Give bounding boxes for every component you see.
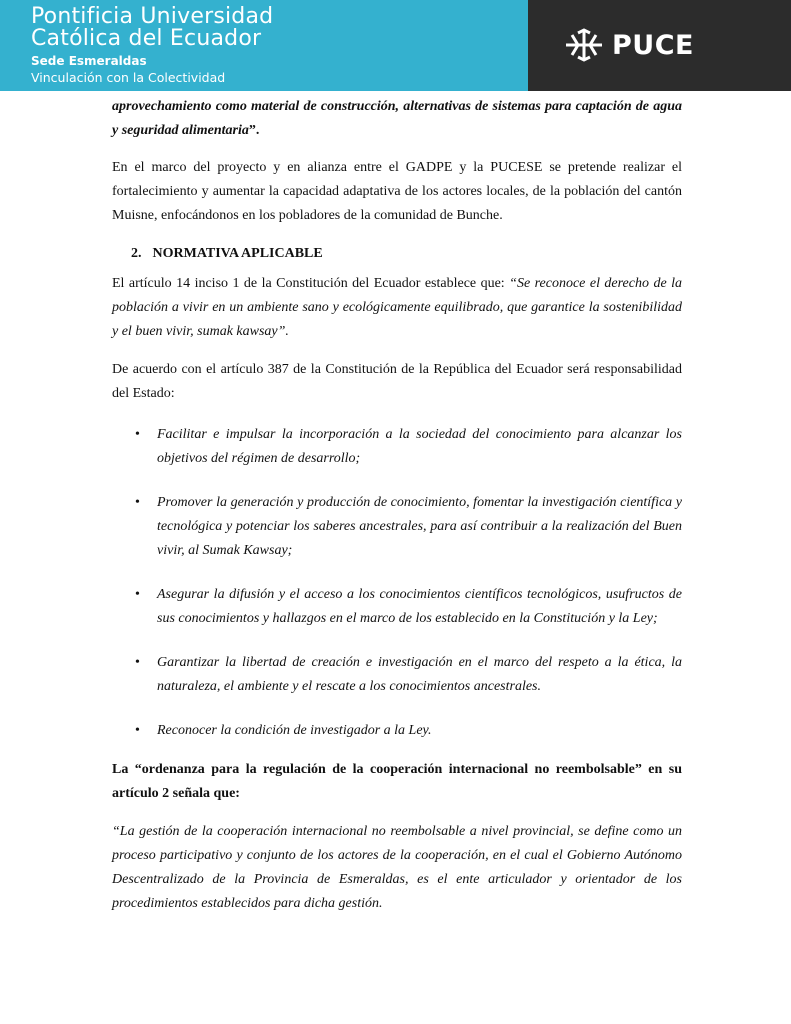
responsibilities-list bbox=[112, 423, 682, 743]
bullet-icon: • bbox=[135, 655, 140, 670]
continued-title-end: ”. bbox=[248, 123, 260, 138]
document-body bbox=[112, 95, 682, 930]
ordinance-quote: “La gestión de la cooperación internacional no reembolsable a nivel provincial, se define como un proceso participativo y conjunto de los actores de la cooperación, en el cual el Gobierno Autónomo Descentralizado de la Provincia de Esmeraldas, es el ente articulador y orientador de los procedimientos establecidos para dicha gestión. bbox=[112, 824, 682, 911]
list-item-text: Garantizar la libertad de creación e investigación en el marco del respeto a la ética, la naturaleza, el ambiente y el rescate a los conocimientos ancestrales. bbox=[157, 655, 682, 694]
article-14-quote: “Se reconoce el derecho de la población a vivir en un ambiente sano y ecológicamente equilibrado, que garantice la sostenibilidad y el buen vivir, sumak kawsay”. bbox=[112, 276, 683, 339]
university-name-line1: Pontificia Universidad bbox=[31, 4, 274, 29]
puce-emblem-icon bbox=[562, 28, 606, 62]
section-title: NORMATIVA APLICABLE bbox=[152, 246, 323, 261]
campus-name: Sede Esmeraldas bbox=[31, 54, 147, 68]
header-university-panel bbox=[0, 0, 528, 91]
list-item-text: Asegurar la difusión y el acceso a los conocimientos científicos tecnológicos, usufructos de sus conocimientos y hallazgos en el marco de los establecido en la Constitución y la Ley; bbox=[157, 587, 682, 626]
list-item bbox=[112, 423, 682, 471]
list-item-text: Reconocer la condición de investigador a la Ley. bbox=[157, 723, 432, 738]
paragraph-article-14 bbox=[112, 272, 682, 344]
list-item bbox=[112, 719, 682, 743]
list-item-text: Promover la generación y producción de conocimiento, fomentar la investigación científica y tecnológica y potenciar los saberes ancestrales, para así contribuir a la realización del Buen vivir, al Sumak Kawsay; bbox=[157, 495, 682, 558]
article-14-lead: El artículo 14 inciso 1 de la Constitución del Ecuador establece que: bbox=[112, 276, 510, 291]
section-heading bbox=[131, 242, 682, 266]
section-number: 2. bbox=[131, 246, 142, 261]
list-item bbox=[112, 583, 682, 631]
list-item bbox=[112, 651, 682, 699]
bullet-icon: • bbox=[135, 587, 140, 602]
ordinance-paragraph: La “ordenanza para la regulación de la cooperación internacional no reembolsable” en su artículo 2 señala que: bbox=[112, 762, 682, 801]
paragraph-project: En el marco del proyecto y en alianza entre el GADPE y la PUCESE se pretende realizar el fortalecimiento y aumentar la capacidad adaptativa de los actores locales, de la población del cantón Muisne, enfocándonos en los pobladores de la comunidad de Bunche. bbox=[112, 160, 682, 223]
page-header bbox=[0, 0, 791, 91]
list-item-text: Facilitar e impulsar la incorporación a la sociedad del conocimiento para alcanzar los objetivos del régimen de desarrollo; bbox=[157, 427, 682, 466]
logo-text: PUCE bbox=[612, 29, 694, 61]
bullet-icon: • bbox=[135, 723, 140, 738]
paragraph-article-387: De acuerdo con el artículo 387 de la Constitución de la República del Ecuador será responsabilidad del Estado: bbox=[112, 362, 682, 401]
department-name: Vinculación con la Colectividad bbox=[31, 70, 226, 85]
continued-title bbox=[112, 95, 682, 143]
puce-logo bbox=[562, 28, 694, 62]
continued-title-text: aprovechamiento como material de construcción, alternativas de sistemas para captación de agua y seguridad alimentaria bbox=[112, 99, 682, 138]
bullet-icon: • bbox=[135, 427, 140, 442]
list-item bbox=[112, 491, 682, 563]
bullet-icon: • bbox=[135, 495, 140, 510]
university-name-line2: Católica del Ecuador bbox=[31, 26, 262, 51]
